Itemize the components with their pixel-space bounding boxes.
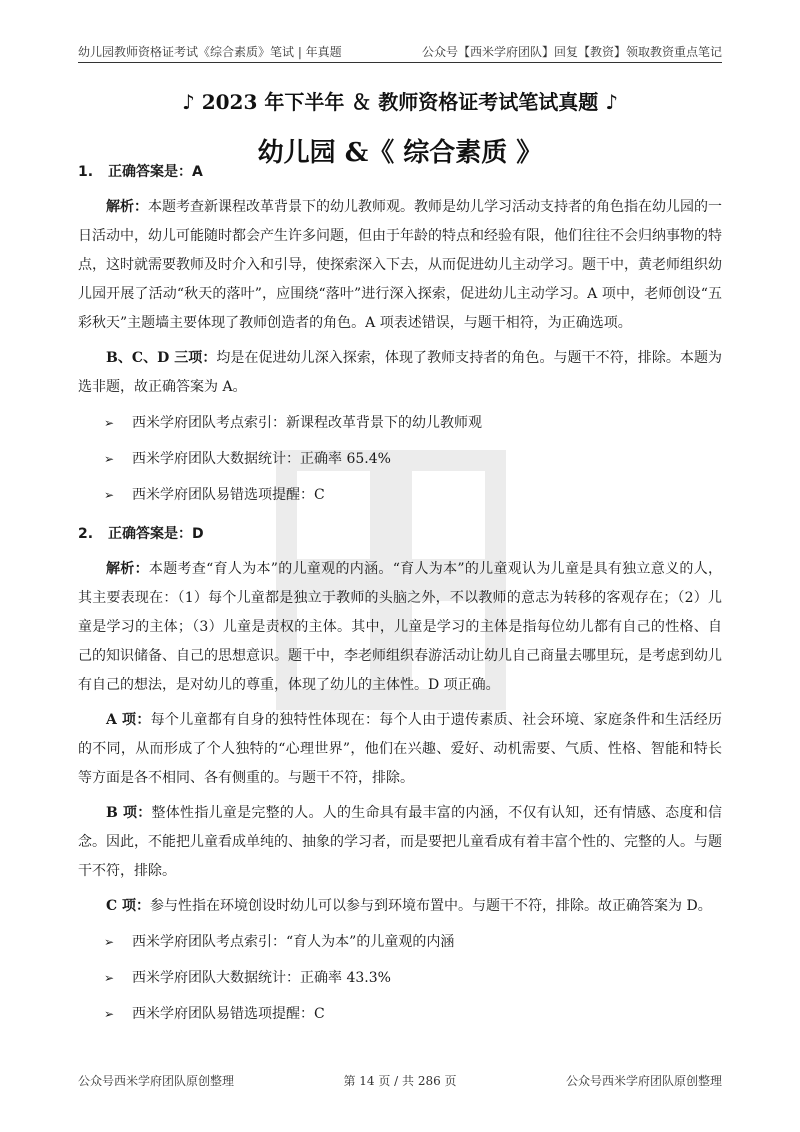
header-left-text: 幼儿园教师资格证考试《综合素质》笔试 | 年真题 bbox=[78, 45, 342, 59]
answer-label: 正确答案是：D bbox=[108, 526, 204, 542]
bullet-item bbox=[104, 481, 722, 510]
explanation-paragraph bbox=[78, 799, 722, 886]
explanation-paragraph bbox=[78, 892, 722, 921]
answer-label: 正确答案是：A bbox=[108, 164, 203, 180]
bullet-item bbox=[104, 964, 722, 993]
paragraph-text: 本题考查“育人为本”的儿童观的内涵。“育人为本”的儿童观认为儿童是具有独立意义的人，其主要表现在：（1）每个儿童都是独立于教师的头脑之外，不以教师的意志为转移的客观存在；（2）儿童是学习的主体；（3）儿童是责权的主体。其中，儿童是学习的主体是指每位幼儿都有自己的性格、自己的知识储备、自己的思想意识。题干中，李老师组织春游活动让幼儿自己商量去哪里玩，是考虑到幼儿有自己的想法，是对幼儿的尊重，体现了幼儿的主体性。D 项正确。 bbox=[78, 561, 722, 693]
exam-title: ♪ 2023 年下半年 ＆ 教师资格证考试笔试真题 ♪ bbox=[181, 90, 618, 114]
footer-left-text: 公众号西米学府团队原创整理 bbox=[78, 1074, 235, 1088]
arrow-bullet-icon: ➢ bbox=[104, 971, 115, 985]
explanation-paragraph bbox=[78, 344, 722, 402]
arrow-bullet-icon: ➢ bbox=[104, 452, 115, 466]
arrow-bullet-icon: ➢ bbox=[104, 416, 115, 430]
bullet-text: 西米学府团队易错选项提醒：C bbox=[132, 1006, 325, 1022]
paragraph-label: B、C、D 三项： bbox=[106, 350, 217, 366]
subject-title: 幼儿园 &《 综合素质 》 bbox=[257, 138, 543, 168]
arrow-bullet-icon: ➢ bbox=[104, 1007, 115, 1021]
page-footer bbox=[78, 1072, 722, 1092]
paragraph-text: 本题考查新课程改革背景下的幼儿教师观。教师是幼儿学习活动支持者的角色指在幼儿园的一日活动中，幼儿可能随时都会产生许多问题，但由于年龄的特点和经验有限，他们往往不会归纳事物的特点，这时就需要教师及时介入和引导，使探索深入下去，从而促进幼儿主动学习。题干中，黄老师组织幼儿园开展了活动“秋天的落叶”，应围绕“落叶”进行深入探索，促进幼儿主动学习。A 项中，老师创设“五彩秋天”主题墙主要体现了教师创造者的角色。A 项表述错误，与题干相符，为正确选项。 bbox=[78, 199, 722, 331]
question-2-answer bbox=[78, 520, 722, 549]
paragraph-label: 解析： bbox=[106, 199, 148, 215]
bullet-text: 西米学府团队易错选项提醒：C bbox=[132, 487, 325, 503]
header-right-text: 公众号【西米学府团队】回复【教资】领取教资重点笔记 bbox=[421, 45, 722, 59]
bullet-item bbox=[104, 928, 722, 957]
paragraph-label: B 项： bbox=[106, 805, 152, 821]
paragraph-label: 解析： bbox=[106, 561, 149, 577]
arrow-bullet-icon: ➢ bbox=[104, 935, 115, 949]
footer-right-text: 公众号西米学府团队原创整理 bbox=[565, 1074, 722, 1088]
paragraph-text: 均是在促进幼儿深入探索，体现了教师支持者的角色。与题干不符，排除。本题为选非题，故正确答案为 A。 bbox=[78, 350, 723, 395]
question-number: 2. bbox=[78, 526, 94, 542]
page-header bbox=[78, 40, 722, 63]
paragraph-text: 每个儿童都有自身的独特性体现在：每个人由于遗传素质、社会环境、家庭条件和生活经历的不同，从而形成了个人独特的“心理世界”，他们在兴趣、爱好、动机需要、气质、性格、智能和特长等方面是各不相同、各有侧重的。与题干不符，排除。 bbox=[78, 712, 722, 786]
bullet-text: 西米学府团队考点索引：新课程改革背景下的幼儿教师观 bbox=[132, 415, 482, 431]
bullet-item bbox=[104, 1000, 722, 1029]
paragraph-label: A 项： bbox=[106, 712, 151, 728]
bullet-text: 西米学府团队大数据统计：正确率 65.4% bbox=[132, 451, 391, 467]
bullet-item bbox=[104, 409, 722, 438]
arrow-bullet-icon: ➢ bbox=[104, 488, 115, 502]
bullet-text: 西米学府团队大数据统计：正确率 43.3% bbox=[132, 970, 391, 986]
bullet-text: 西米学府团队考点索引：“育人为本”的儿童观的内涵 bbox=[132, 934, 455, 950]
paragraph-text: 参与性指在环境创设时幼儿可以参与到环境布置中。与题干不符，排除。故正确答案为 D。 bbox=[150, 898, 712, 914]
paragraph-label: C 项： bbox=[106, 898, 151, 914]
page-content bbox=[78, 158, 722, 1029]
explanation-paragraph bbox=[78, 555, 722, 700]
page-number: 第 14 页 / 共 286 页 bbox=[343, 1074, 457, 1088]
explanation-paragraph bbox=[78, 706, 722, 793]
explanation-paragraph bbox=[78, 193, 722, 338]
question-1-answer bbox=[78, 158, 722, 187]
question-number: 1. bbox=[78, 164, 94, 180]
bullet-item bbox=[104, 445, 722, 474]
paragraph-text: 整体性指儿童是完整的人。人的生命具有最丰富的内涵，不仅有认知，还有情感、态度和信念。因此，不能把儿童看成单纯的、抽象的学习者，而是要把儿童看成有着丰富个性的、完整的人。与题干不符，排除。 bbox=[78, 805, 722, 879]
